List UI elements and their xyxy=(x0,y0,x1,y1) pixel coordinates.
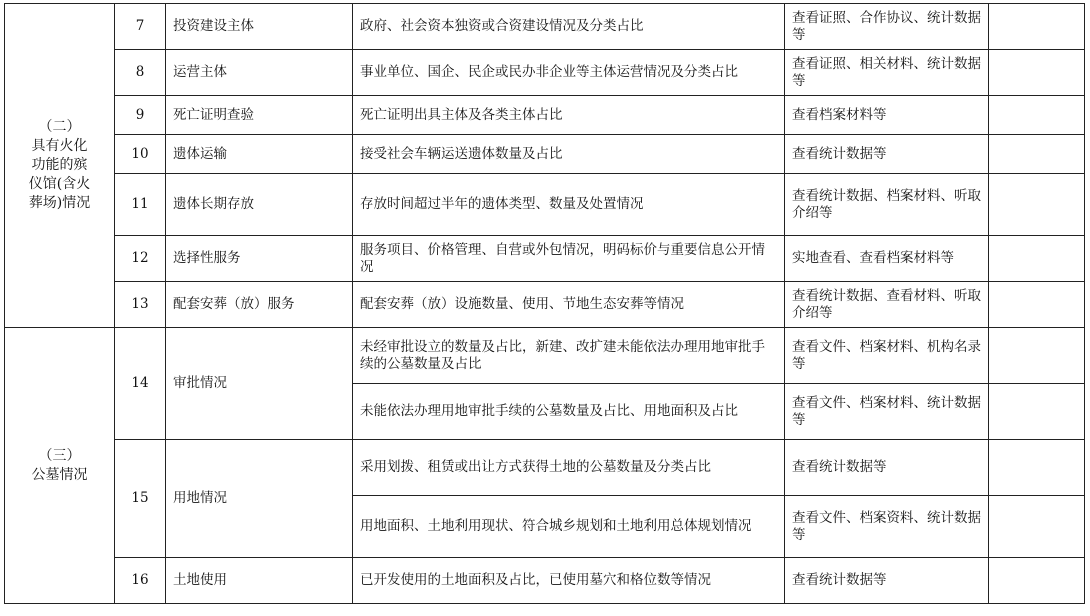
content-cell: 未经审批设立的数量及占比，新建、改扩建未能依法办理用地审批手续的公墓数量及占比 xyxy=(353,328,785,384)
table-row xyxy=(5,135,1085,174)
note-cell xyxy=(989,496,1085,558)
category-cell xyxy=(5,4,115,328)
note-cell xyxy=(989,96,1085,135)
note-cell xyxy=(989,135,1085,174)
note-cell xyxy=(989,558,1085,604)
content-cell: 接受社会车辆运送遗体数量及占比 xyxy=(353,135,785,174)
row-number: 16 xyxy=(115,558,166,604)
table-row xyxy=(5,282,1085,328)
content-cell: 服务项目、价格管理、自营或外包情况，明码标价与重要信息公开情况 xyxy=(353,236,785,282)
inspection-table xyxy=(4,3,1085,604)
method-cell: 查看统计数据、档案材料、听取介绍等 xyxy=(785,174,989,236)
item-cell: 土地使用 xyxy=(166,558,353,604)
table-row xyxy=(5,174,1085,236)
table-row xyxy=(5,50,1085,96)
content-cell: 死亡证明出具主体及各类主体占比 xyxy=(353,96,785,135)
table-row xyxy=(5,96,1085,135)
method-cell: 查看统计数据、查看材料、听取介绍等 xyxy=(785,282,989,328)
content-cell: 配套安葬（放）设施数量、使用、节地生态安葬等情况 xyxy=(353,282,785,328)
content-cell: 已开发使用的土地面积及占比，已使用墓穴和格位数等情况 xyxy=(353,558,785,604)
method-cell: 查看证照、相关材料、统计数据等 xyxy=(785,50,989,96)
category-line: （二） xyxy=(38,119,81,135)
item-cell: 遗体长期存放 xyxy=(166,174,353,236)
table-row xyxy=(5,328,1085,384)
content-cell: 未能依法办理用地审批手续的公墓数量及占比、用地面积及占比 xyxy=(353,384,785,440)
item-cell: 审批情况 xyxy=(166,328,353,440)
note-cell xyxy=(989,4,1085,50)
row-number: 15 xyxy=(115,440,166,558)
note-cell xyxy=(989,384,1085,440)
table-row xyxy=(5,558,1085,604)
category-line: 公墓情况 xyxy=(31,466,88,483)
row-number: 9 xyxy=(115,96,166,135)
row-number: 14 xyxy=(115,328,166,440)
content-cell: 事业单位、国企、民企或民办非企业等主体运营情况及分类占比 xyxy=(353,50,785,96)
category-line: 具有火化 xyxy=(31,138,88,154)
method-cell: 查看文件、档案材料、机构名录等 xyxy=(785,328,989,384)
note-cell xyxy=(989,174,1085,236)
note-cell xyxy=(989,282,1085,328)
table-row xyxy=(5,4,1085,50)
category-line: 仪馆(含火 xyxy=(28,176,91,192)
method-cell: 查看统计数据等 xyxy=(785,558,989,604)
row-number: 7 xyxy=(115,4,166,50)
category-line: （三） xyxy=(38,447,81,464)
category-line: 功能的殡 xyxy=(31,157,88,173)
method-cell: 实地查看、查看档案材料等 xyxy=(785,236,989,282)
row-number: 8 xyxy=(115,50,166,96)
row-number: 10 xyxy=(115,135,166,174)
method-cell: 查看证照、合作协议、统计数据等 xyxy=(785,4,989,50)
content-cell: 用地面积、土地利用现状、符合城乡规划和土地利用总体规划情况 xyxy=(353,496,785,558)
method-cell: 查看文件、档案资料、统计数据等 xyxy=(785,496,989,558)
content-cell: 存放时间超过半年的遗体类型、数量及处置情况 xyxy=(353,174,785,236)
note-cell xyxy=(989,50,1085,96)
item-cell: 选择性服务 xyxy=(166,236,353,282)
note-cell xyxy=(989,236,1085,282)
item-cell: 配套安葬（放）服务 xyxy=(166,282,353,328)
item-cell: 投资建设主体 xyxy=(166,4,353,50)
content-cell: 采用划拨、租赁或出让方式获得土地的公墓数量及分类占比 xyxy=(353,440,785,496)
content-cell: 政府、社会资本独资或合资建设情况及分类占比 xyxy=(353,4,785,50)
note-cell xyxy=(989,328,1085,384)
item-cell: 遗体运输 xyxy=(166,135,353,174)
row-number: 11 xyxy=(115,174,166,236)
item-cell: 死亡证明查验 xyxy=(166,96,353,135)
category-line: 葬场)情况 xyxy=(28,195,91,211)
table-row xyxy=(5,236,1085,282)
row-number: 12 xyxy=(115,236,166,282)
method-cell: 查看文件、档案材料、统计数据等 xyxy=(785,384,989,440)
method-cell: 查看统计数据等 xyxy=(785,440,989,496)
table-row xyxy=(5,440,1085,496)
item-cell: 用地情况 xyxy=(166,440,353,558)
category-cell xyxy=(5,328,115,604)
row-number: 13 xyxy=(115,282,166,328)
item-cell: 运营主体 xyxy=(166,50,353,96)
method-cell: 查看统计数据等 xyxy=(785,135,989,174)
method-cell: 查看档案材料等 xyxy=(785,96,989,135)
note-cell xyxy=(989,440,1085,496)
